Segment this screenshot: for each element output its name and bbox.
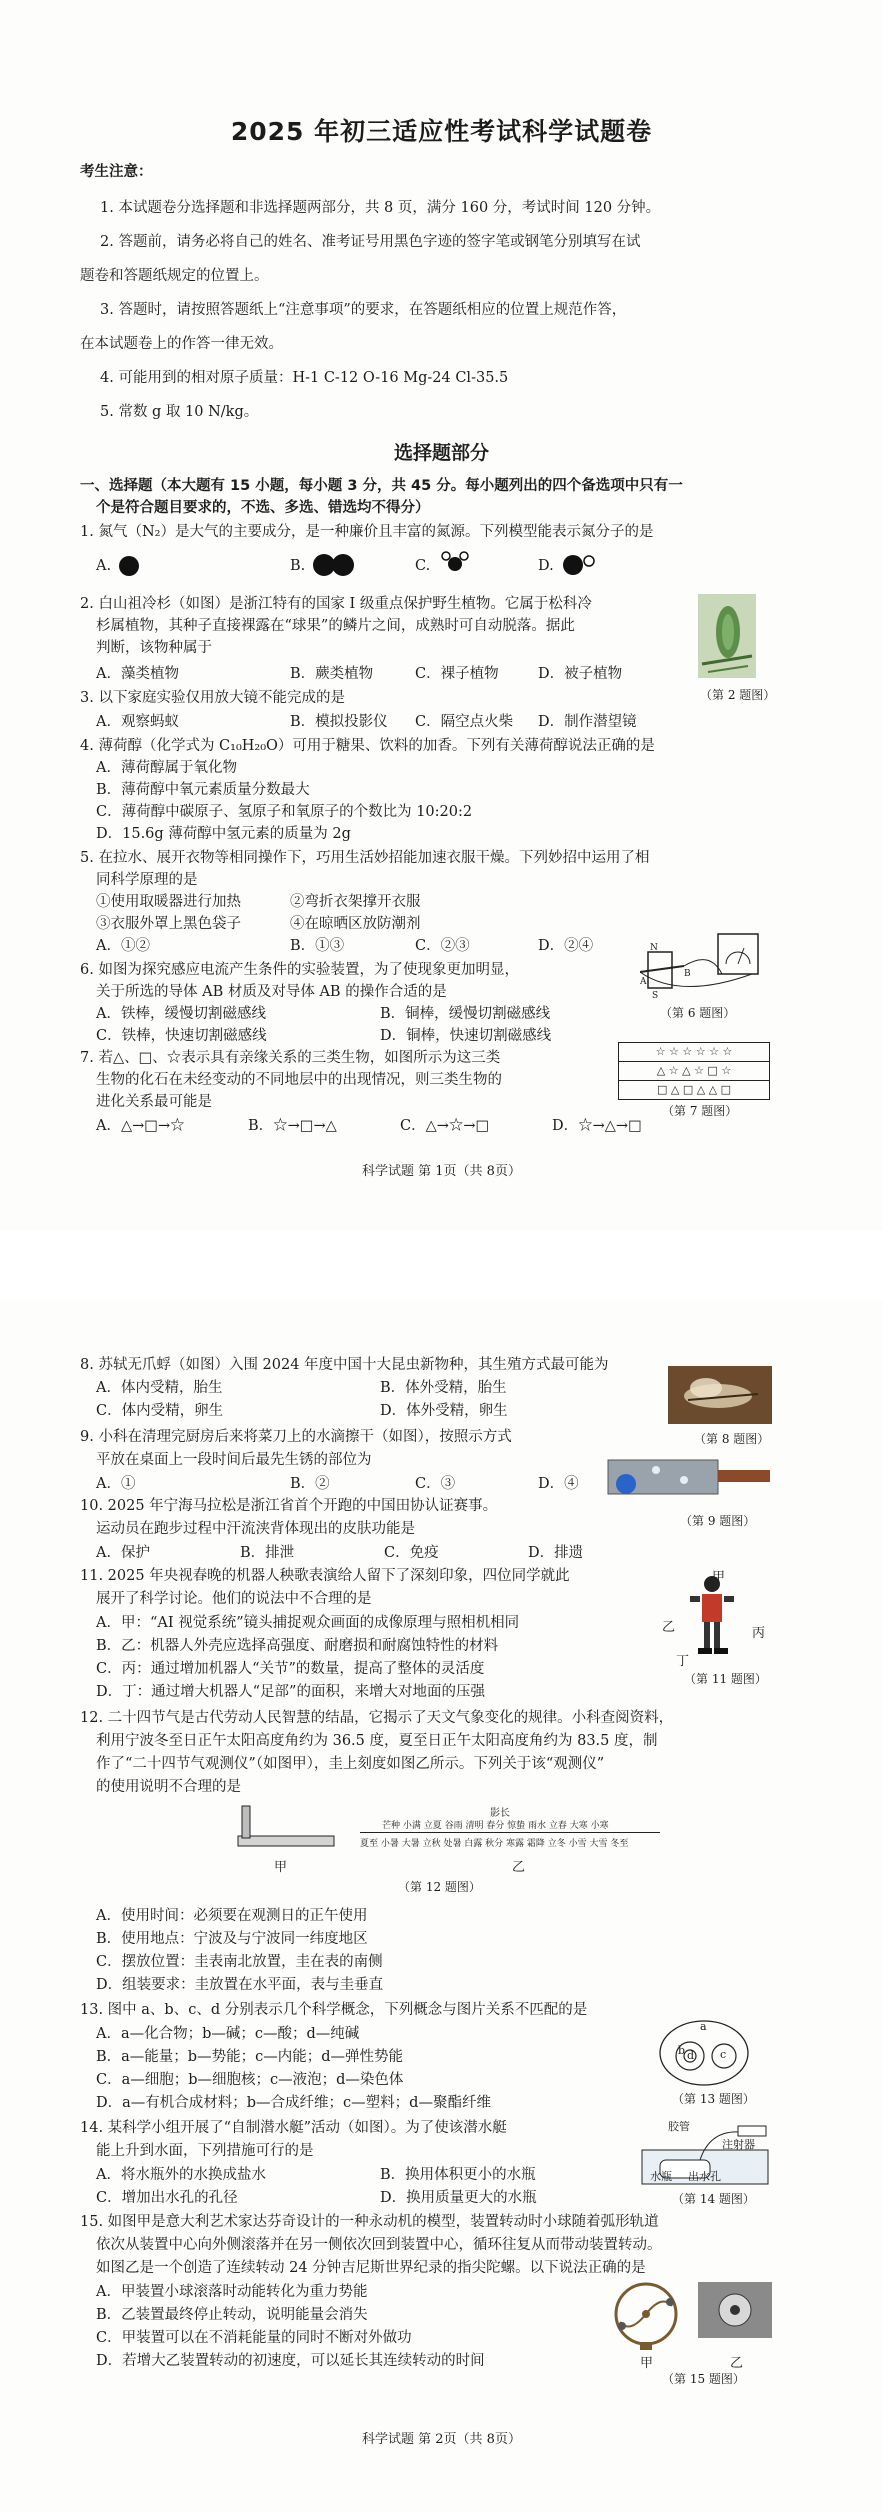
question-4-stem: 4. 薄荷醇（化学式为 C₁₀H₂₀O）可用于糖果、饮料的加香。下列有关薄荷醇说法正确的是	[80, 738, 655, 754]
figure-13-caption: （第 13 题图）	[672, 2092, 755, 2106]
figure-label-yi: 乙	[512, 1860, 526, 1875]
q11-option-d: D．丁：通过增大机器人“足部”的面积，来增大对地面的压强	[96, 1684, 485, 1700]
label-syringe: 注射器	[722, 2138, 755, 2151]
q5-option-b: B．①③	[290, 938, 345, 954]
figure-12-caption: （第 12 题图）	[398, 1880, 481, 1894]
question-12-stem: 12. 二十四节气是古代劳动人民智慧的结晶，它揭示了天文气象变化的规律。小科查阅资料，	[80, 1710, 674, 1726]
q8-option-d: D．体外受精，卵生	[380, 1403, 508, 1419]
nitrogen-model-c	[440, 548, 470, 578]
venn-label-c: c	[720, 2048, 727, 2061]
nitrogen-model-d	[560, 552, 598, 578]
q13-option-d: D．a—有机合成材料；b—合成纤维；c—塑料；d—聚酯纤维	[96, 2095, 491, 2111]
question-11-stem: 11. 2025 年央视春晚的机器人秧歌表演给人留下了深刻印象，四位同学就此	[80, 1568, 570, 1584]
q12-option-d: D．组装要求：圭放置在水平面，表与圭垂直	[96, 1977, 384, 1993]
notice-line: 5. 常数 g 取 10 N/kg。	[100, 404, 259, 420]
stratum-layer: □ △ □ △ △ □	[656, 1083, 732, 1096]
dancing-robot-image	[672, 1572, 752, 1662]
q4-option-b: B．薄荷醇中氧元素质量分数最大	[96, 782, 310, 798]
q5-option-d: D．②④	[538, 938, 594, 954]
q15-option-c: C．甲装置可以在不消耗能量的同时不断对外做功	[96, 2330, 412, 2346]
q4-option-a: A．薄荷醇属于氧化物	[96, 760, 237, 776]
venn-label-b: b	[678, 2044, 686, 2057]
figure-14-caption: （第 14 题图）	[672, 2192, 755, 2206]
scale-labels-top: 芒种 小满 立夏 谷雨 清明 春分 惊蛰 雨水 立春 大寒 小寒	[382, 1821, 609, 1831]
figure-2-caption: （第 2 题图）	[700, 688, 776, 702]
q11-option-c: C．丙：通过增加机器人“关节”的数量，提高了整体的灵活度	[96, 1661, 485, 1677]
figure-9-caption: （第 9 题图）	[680, 1514, 756, 1528]
q10-option-d: D．排遗	[528, 1545, 584, 1561]
question-2-stem: 杉属植物，其种子直接裸露在“球果”的鳞片之间，成熟时可自动脱落。据此	[96, 618, 575, 634]
svg-text:N: N	[650, 943, 658, 953]
q5-item-2: ②弯折衣架撑开衣服	[290, 894, 421, 910]
figure-label-jia: 甲	[274, 1860, 288, 1875]
q3-option-b: B．模拟投影仪	[290, 714, 388, 730]
robot-label: 丁	[676, 1654, 690, 1669]
fir-branch-photo	[698, 594, 756, 678]
exam-page-1	[0, 0, 883, 1230]
shadow-scale-diagram	[360, 1804, 660, 1858]
question-9-stem: 9. 小科在清理完厨房后来将菜刀上的水滴擦干（如图），按照示方式	[80, 1429, 512, 1445]
q11-option-b: B．乙：机器人外壳应选择高强度、耐磨损和耐腐蚀特性的材料	[96, 1638, 499, 1654]
q10-option-c: C．免疫	[384, 1545, 439, 1561]
page-gap	[0, 1230, 883, 1300]
q6-option-a: A．铁棒，缓慢切割磁感线	[96, 1006, 266, 1022]
q9-option-b: B．②	[290, 1476, 330, 1492]
svg-text:B: B	[684, 969, 691, 979]
q6-option-d: D．铜棒，快速切割磁感线	[380, 1028, 552, 1044]
q13-option-a: A．a—化合物；b—碱；c—酸；d—纯碱	[96, 2026, 360, 2042]
stratum-layer: ☆ ☆ ☆ ☆ ☆ ☆	[619, 1043, 769, 1062]
notice-line: 题卷和答题纸规定的位置上。	[80, 268, 269, 284]
svg-text:S: S	[652, 991, 659, 1001]
q5-option-c: C．②③	[415, 938, 470, 954]
question-12-stem: 的使用说明不合理的是	[96, 1779, 241, 1795]
q15-option-b: B．乙装置最终停止转动，说明能量会消失	[96, 2307, 368, 2323]
question-10-stem: 运动员在跑步过程中汗流浃背体现出的皮肤功能是	[96, 1521, 415, 1537]
q9-option-c: C．③	[415, 1476, 456, 1492]
q7-option-a: A．△→□→☆	[96, 1118, 185, 1134]
question-15-stem: 15. 如图甲是意大利艺术家达芬奇设计的一种永动机的模型，装置转动时小球随着弧形轨道	[80, 2214, 659, 2230]
q8-option-a: A．体内受精，胎生	[96, 1380, 223, 1396]
q3-option-d: D．制作潜望镜	[538, 714, 637, 730]
figure-15-caption: （第 15 题图）	[662, 2372, 745, 2386]
page-footer: 科学试题 第 2页（共 8页）	[362, 2432, 521, 2447]
question-7-stem: 进化关系最可能是	[96, 1094, 212, 1110]
robot-label: 丙	[752, 1626, 766, 1641]
q12-option-b: B．使用地点：宁波及与宁波同一纬度地区	[96, 1931, 368, 1947]
stratum-layer: △ ☆ △ ☆ □ ☆	[619, 1062, 769, 1081]
q15-option-d: D．若增大乙装置转动的初速度，可以延长其连续转动的时间	[96, 2353, 485, 2369]
notice-line: 3. 答题时，请按照答题纸上“注意事项”的要求，在答题纸相应的位置上规范作答，	[100, 302, 627, 318]
robot-label: 乙	[662, 1620, 676, 1635]
q2-option-a: A．藻类植物	[96, 666, 179, 682]
label-tube: 胶管	[668, 2120, 690, 2133]
label-outlet: 出水孔	[688, 2170, 721, 2183]
q13-option-c: C．a—细胞；b—细胞核；c—液泡；d—染色体	[96, 2072, 404, 2088]
q4-option-d: D．15.6g 薄荷醇中氢元素的质量为 2g	[96, 826, 351, 842]
question-13-stem: 13. 图中 a、b、c、d 分别表示几个科学概念，下列概念与图片关系不匹配的是	[80, 2002, 588, 2018]
question-12-stem: 利用宁波冬至日正午太阳高度角约为 36.5 度，夏至日正午太阳高度角约为 83.5 度，制	[96, 1733, 658, 1749]
q1-option-b: B.	[290, 558, 306, 574]
scale-line	[360, 1832, 660, 1833]
q6-option-b: B．铜棒，缓慢切割磁感线	[380, 1006, 551, 1022]
scale-labels-bottom: 夏至 小暑 大暑 立秋 处暑 白露 秋分 寒露 霜降 立冬 小雪 大雪 冬至	[360, 1839, 629, 1849]
shadow-length-label: 影长	[490, 1808, 510, 1819]
q5-option-a: A．①②	[96, 938, 150, 954]
q8-option-c: C．体内受精，卵生	[96, 1403, 224, 1419]
question-15-stem: 如图乙是一个创造了连续转动 24 分钟吉尼斯世界纪录的指尖陀螺。以下说法正确的是	[96, 2260, 646, 2276]
question-5-stem: 5. 在拉水、展开衣物等相同操作下，巧用生活妙招能加速衣服干燥。下列妙招中运用了相	[80, 850, 650, 866]
q12-option-c: C．摆放位置：圭表南北放置，圭在表的南侧	[96, 1954, 383, 1970]
label-bottle: 水瓶	[650, 2170, 672, 2183]
nitrogen-model-a	[116, 554, 146, 578]
q13-option-b: B．a—能量；b—势能；c—内能；d—弹性势能	[96, 2049, 403, 2065]
q2-option-b: B．蕨类植物	[290, 666, 374, 682]
q3-option-c: C．隔空点火柴	[415, 714, 514, 730]
kitchen-knife-image	[604, 1450, 774, 1508]
q10-option-b: B．排泄	[240, 1545, 295, 1561]
page-footer: 科学试题 第 1页（共 8页）	[362, 1164, 521, 1179]
q11-option-a: A．甲：“AI 视觉系统”镜头捕捉观众画面的成像原理与照相机相同	[96, 1615, 520, 1631]
question-6-stem: 关于所选的导体 AB 材质及对导体 AB 的操作合适的是	[96, 984, 447, 1000]
question-6-stem: 6. 如图为探究感应电流产生条件的实验装置，为了使现象更加明显，	[80, 962, 519, 978]
question-7-stem: 生物的化石在未经变动的不同地层中的出现情况，则三类生物的	[96, 1072, 502, 1088]
question-7-stem: 7. 若△、□、☆表示具有亲缘关系的三类生物，如图所示为这三类	[80, 1050, 501, 1066]
q15-option-a: A．甲装置小球滚落时动能转化为重力势能	[96, 2284, 368, 2300]
q7-option-d: D．☆→△→□	[552, 1118, 642, 1134]
notice-heading: 考生注意：	[80, 164, 153, 180]
q2-option-c: C．裸子植物	[415, 666, 499, 682]
question-12-stem: 作了“二十四节气观测仪”（如图甲），圭上刻度如图乙所示。下列关于该“观测仪”	[96, 1756, 605, 1772]
q14-option-a: A．将水瓶外的水换成盐水	[96, 2167, 266, 2183]
venn-label-d: d	[687, 2049, 695, 2062]
q7-option-c: C．△→☆→□	[400, 1118, 490, 1134]
question-2-stem: 判断，该物种属于	[96, 640, 212, 656]
notice-line: 2. 答题前，请务必将自己的姓名、准考证号用黑色字迹的签字笔或钢笔分别填写在试	[100, 234, 641, 250]
question-11-stem: 展开了科学讨论。他们的说法中不合理的是	[96, 1591, 372, 1607]
q8-option-b: B．体外受精，胎生	[380, 1380, 507, 1396]
q14-option-b: B．换用体积更小的水瓶	[380, 2167, 536, 2183]
q3-option-a: A．观察蚂蚁	[96, 714, 179, 730]
question-14-stem: 能上升到水面，下列措施可行的是	[96, 2143, 314, 2159]
figure-6-caption: （第 6 题图）	[660, 1006, 736, 1020]
question-14-stem: 14. 某科学小组开展了“自制潜水艇”活动（如图）。为了使该潜水艇	[80, 2120, 507, 2136]
q9-option-a: A．①	[96, 1476, 136, 1492]
q2-option-d: D．被子植物	[538, 666, 623, 682]
notice-line: 在本试题卷上的作答一律无效。	[80, 336, 283, 352]
q7-option-b: B．☆→□→△	[248, 1118, 337, 1134]
q6-option-c: C．铁棒，快速切割磁感线	[96, 1028, 267, 1044]
venn-label-a: a	[700, 2020, 707, 2033]
q5-item-3: ③衣服外罩上黑色袋子	[96, 916, 241, 932]
q9-option-d: D．④	[538, 1476, 579, 1492]
q14-option-c: C．增加出水孔的孔径	[96, 2190, 238, 2206]
question-3-stem: 3. 以下家庭实验仅用放大镜不能完成的是	[80, 690, 345, 706]
figure-11-caption: （第 11 题图）	[684, 1672, 767, 1686]
question-8-stem: 8. 苏轼无爪蜉（如图）入围 2024 年度中国十大昆虫新物种，其生殖方式最可能为	[80, 1357, 609, 1373]
figure-label-jia: 甲	[640, 2356, 654, 2371]
perpetual-motion-wheel-image	[606, 2280, 686, 2350]
q1-option-a: A.	[96, 558, 112, 574]
q1-option-d: D.	[538, 558, 554, 574]
robot-label: 甲	[712, 1570, 726, 1585]
q14-option-d: D．换用质量更大的水瓶	[380, 2190, 537, 2206]
fossil-strata-diagram	[618, 1042, 770, 1100]
figure-8-caption: （第 8 题图）	[694, 1432, 770, 1446]
q5-item-1: ①使用取暖器进行加热	[96, 894, 241, 910]
question-2-stem: 2. 白山祖冷杉（如图）是浙江特有的国家 I 级重点保护野生植物。它属于松科冷	[80, 596, 592, 612]
nitrogen-model-b	[312, 552, 358, 578]
question-1-stem: 1. 氮气（N₂）是大气的主要成分，是一种廉价且丰富的氮源。下列模型能表示氮分子的是	[80, 524, 654, 540]
mayfly-photo	[668, 1366, 772, 1424]
figure-label-yi: 乙	[730, 2356, 744, 2371]
q4-option-c: C．薄荷醇中碳原子、氢原子和氧原子的个数比为 10:20:2	[96, 804, 473, 820]
section-title: 选择题部分	[393, 442, 489, 464]
section-intro: 一、选择题（本大题有 15 小题，每小题 3 分，共 45 分。每小题列出的四个备选项中只有一	[80, 478, 683, 494]
fidget-spinner-image	[698, 2282, 772, 2338]
svg-text:A: A	[640, 977, 647, 987]
figure-7-caption: （第 7 题图）	[662, 1104, 738, 1118]
exam-page-2	[0, 1300, 883, 2512]
notice-line: 1. 本试题卷分选择题和非选择题两部分，共 8 页，满分 160 分，考试时间 120 分钟。	[100, 200, 661, 216]
notice-line: 4. 可能用到的相对原子质量：H-1 C-12 O-16 Mg-24 Cl-35.5	[100, 370, 509, 386]
q1-option-c: C.	[415, 558, 431, 574]
question-5-stem: 同科学原理的是	[96, 872, 198, 888]
exam-title: 2025 年初三适应性考试科学试题卷	[230, 117, 653, 146]
induction-apparatus-diagram	[640, 930, 770, 1002]
question-10-stem: 10. 2025 年宁海马拉松是浙江省首个开跑的中国田协认证赛事。	[80, 1498, 498, 1514]
solar-term-instrument-diagram	[230, 1800, 340, 1856]
q10-option-a: A．保护	[96, 1545, 150, 1561]
question-9-stem: 平放在桌面上一段时间后最先生锈的部位为	[96, 1452, 372, 1468]
section-intro: 个是符合题目要求的，不选、多选、错选均不得分）	[96, 500, 430, 516]
question-15-stem: 依次从装置中心向外侧滚落并在另一侧依次回到装置中心，循环往复从而带动装置转动。	[96, 2237, 662, 2253]
q12-option-a: A．使用时间：必须要在观测日的正午使用	[96, 1908, 368, 1924]
q5-item-4: ④在晾晒区放防潮剂	[290, 916, 421, 932]
